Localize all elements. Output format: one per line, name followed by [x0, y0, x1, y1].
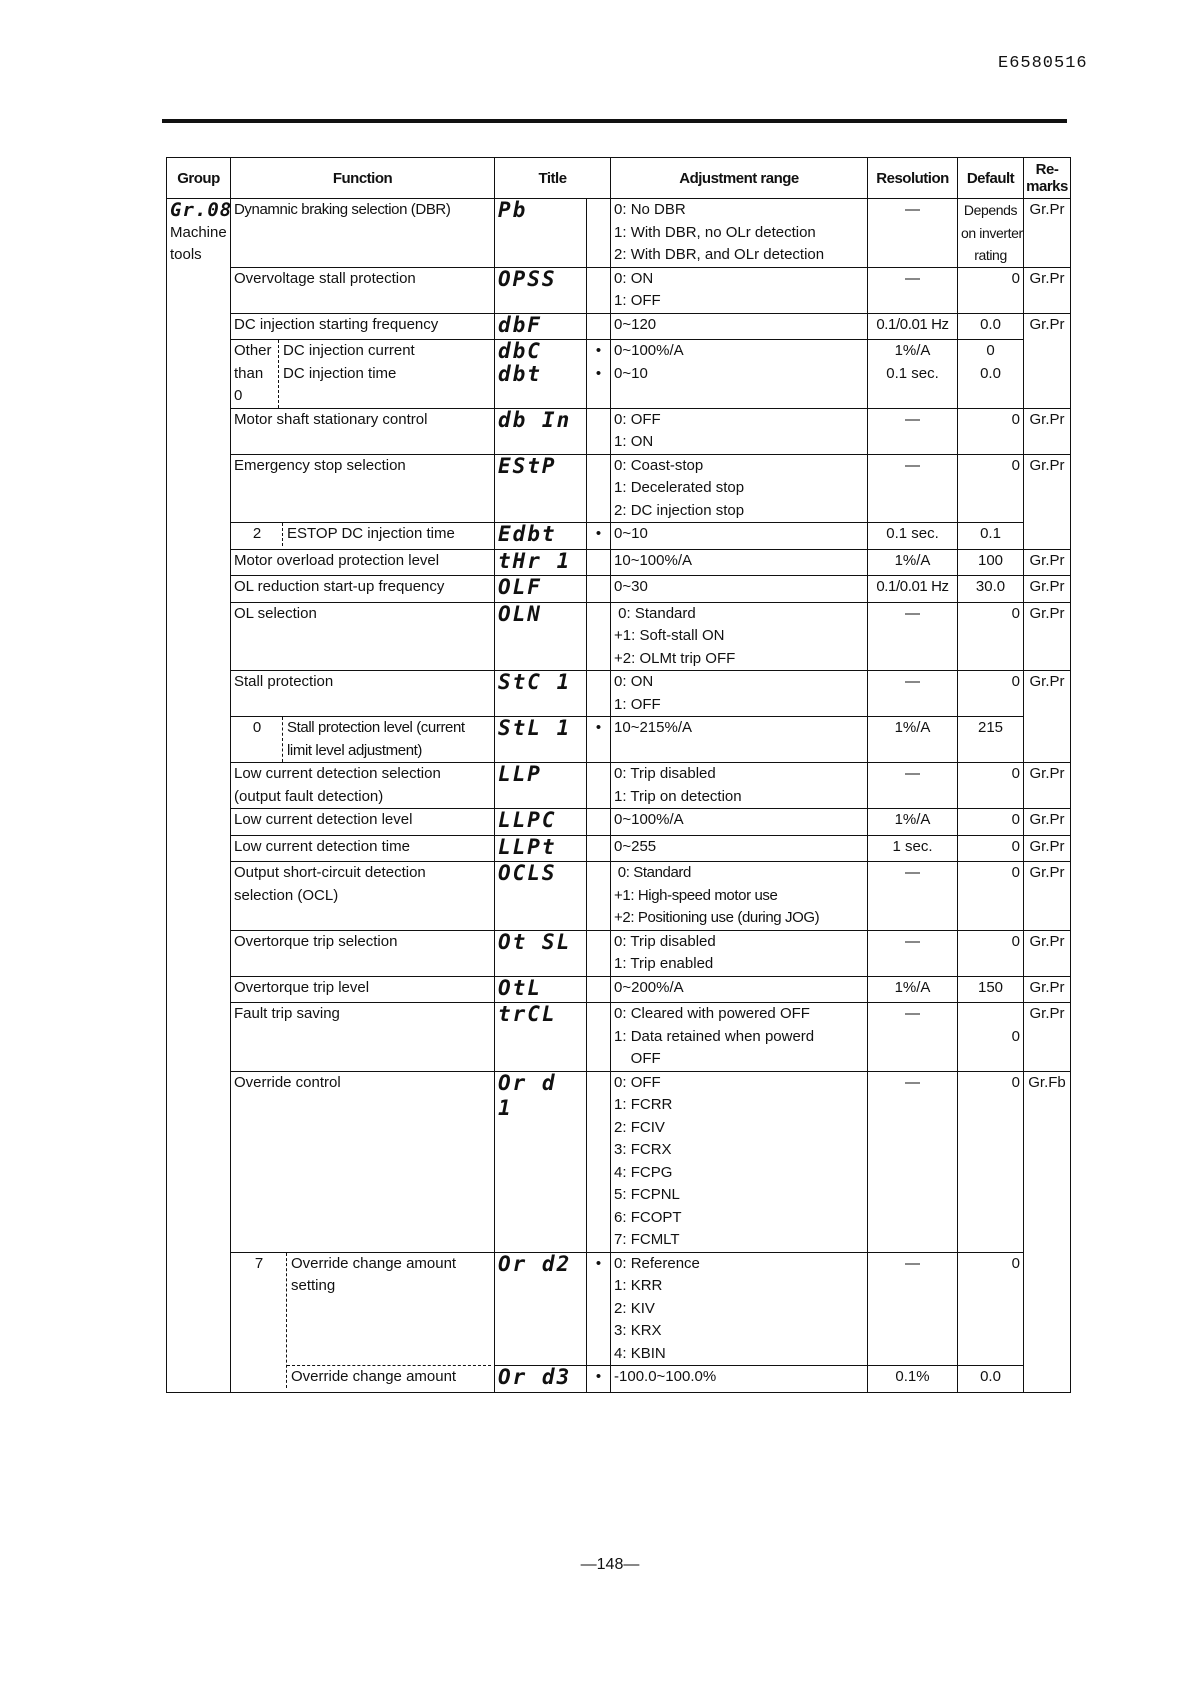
mark-cell: [587, 976, 611, 1003]
table-row: [167, 809, 1071, 836]
table-row: [167, 267, 1071, 313]
mark-cell: [587, 809, 611, 836]
default-cell: 0: [958, 763, 1024, 809]
remarks-cell: Gr.Pr: [1024, 1003, 1071, 1072]
table-row: [167, 523, 1071, 550]
sub-function-label: Override change amount setting: [291, 1254, 457, 1294]
title-cell: LLPC: [495, 809, 587, 836]
default-cell: 215: [958, 717, 1024, 763]
resolution-cell: 0.1/0.01 Hz: [868, 313, 958, 340]
default-cell: 0: [958, 408, 1024, 454]
range-cell: 0~100%/A 0~10: [611, 340, 868, 409]
title-cell: OCLS: [495, 862, 587, 931]
function-cell: Output short-circuit detection selection (OCL): [231, 862, 495, 931]
default-cell: 0.0: [958, 1366, 1024, 1393]
function-cell: Motor overload protection level: [231, 549, 495, 576]
resolution-cell: 1 sec.: [868, 835, 958, 862]
function-cell: DC injection starting frequency: [231, 313, 495, 340]
remarks-cell: Gr.Pr: [1024, 809, 1071, 836]
remarks-cell: Gr.Pr: [1024, 835, 1071, 862]
remarks-cell: Gr.Pr: [1024, 976, 1071, 1003]
default-cell: 0: [958, 862, 1024, 931]
resolution-cell: 1%/A: [868, 809, 958, 836]
header-group: Group: [167, 158, 231, 199]
remarks-cell: Gr.Pr: [1024, 313, 1071, 408]
page-number: —148—: [580, 1556, 640, 1573]
function-cell: [231, 340, 495, 409]
remarks-cell: Gr.Pr: [1024, 862, 1071, 931]
function-cell: [231, 1252, 495, 1392]
resolution-cell: —: [868, 199, 958, 268]
parameter-table: [166, 157, 1071, 1393]
title-cell: OPSS: [495, 267, 587, 313]
default-cell: 0: [958, 1003, 1024, 1072]
default-cell: 0: [958, 809, 1024, 836]
function-cell: Overtorque trip selection: [231, 930, 495, 976]
sub-function-label: Override change amount: [287, 1365, 491, 1389]
range-cell: 0~100%/A: [611, 809, 868, 836]
title-cell: trCL: [495, 1003, 587, 1072]
remarks-cell: Gr.Pr: [1024, 576, 1071, 603]
function-cell: Overvoltage stall protection: [231, 267, 495, 313]
title-cell: OtL: [495, 976, 587, 1003]
remarks-cell: Gr.Pr: [1024, 602, 1071, 671]
function-cell: [231, 523, 495, 550]
table-row: [167, 313, 1071, 340]
title-cell: EStP: [495, 454, 587, 523]
resolution-cell: —: [868, 763, 958, 809]
range-cell: 0: No DBR 1: With DBR, no OLr detection 2: With DBR, and OLr detection: [611, 199, 868, 268]
default-cell: Depends on inverter rating: [958, 199, 1024, 268]
table-header-row: [167, 158, 1071, 199]
range-cell: 0~30: [611, 576, 868, 603]
table-row: [167, 549, 1071, 576]
resolution-cell: 1%/A: [868, 976, 958, 1003]
default-cell: 0: [958, 1071, 1024, 1252]
resolution-cell: —: [868, 1003, 958, 1072]
header-default: Default: [958, 158, 1024, 199]
resolution-cell: 0.1/0.01 Hz: [868, 576, 958, 603]
table-row: [167, 976, 1071, 1003]
range-cell: 10~100%/A: [611, 549, 868, 576]
title-cell: tHr 1: [495, 549, 587, 576]
default-cell: 0: [958, 602, 1024, 671]
default-cell: 0: [958, 930, 1024, 976]
resolution-cell: 1%/A: [868, 717, 958, 763]
mark-cell: [587, 602, 611, 671]
function-cell: [231, 717, 495, 763]
mark-cell: [587, 763, 611, 809]
default-cell: 0 0.0: [958, 340, 1024, 409]
function-cell: Low current detection time: [231, 835, 495, 862]
range-cell: 0: Cleared with powered OFF 1: Data retained when powerd OFF: [611, 1003, 868, 1072]
title-cell: StC 1: [495, 671, 587, 717]
range-cell: 0: Trip disabled 1: Trip on detection: [611, 763, 868, 809]
table-row: [167, 1003, 1071, 1072]
mark-cell: [587, 576, 611, 603]
title-cell: Or d3: [495, 1366, 587, 1393]
table-row: [167, 408, 1071, 454]
function-cell: Dynamnic braking selection (DBR): [231, 199, 495, 268]
title-cell: LLPt: [495, 835, 587, 862]
mark-cell: • •: [587, 340, 611, 409]
resolution-cell: 1%/A 0.1 sec.: [868, 340, 958, 409]
title-cell: Pb: [495, 199, 587, 268]
remarks-cell: Gr.Pr: [1024, 671, 1071, 763]
resolution-cell: —: [868, 602, 958, 671]
function-cell: Low current detection level: [231, 809, 495, 836]
remarks-cell: Gr.Pr: [1024, 267, 1071, 313]
mark-cell: [587, 1071, 611, 1252]
default-cell: 150: [958, 976, 1024, 1003]
title-cell: LLP: [495, 763, 587, 809]
mark-cell: [587, 835, 611, 862]
title-cell: StL 1: [495, 717, 587, 763]
remarks-cell: Gr.Pr: [1024, 763, 1071, 809]
table-row: [167, 835, 1071, 862]
function-cell: Emergency stop selection: [231, 454, 495, 523]
resolution-cell: —: [868, 408, 958, 454]
sub-function-label: Stall protection level (current limit level adjustment): [287, 719, 465, 759]
title-cell: Or d 1: [495, 1071, 587, 1252]
mark-cell: [587, 671, 611, 717]
remarks-cell: Gr.Pr: [1024, 408, 1071, 454]
resolution-cell: —: [868, 671, 958, 717]
table-row: [167, 930, 1071, 976]
table-row: [167, 340, 1071, 409]
mark-cell: •: [587, 1366, 611, 1393]
default-cell: 100: [958, 549, 1024, 576]
document-id: E6580516: [998, 54, 1088, 73]
remarks-cell: Gr.Pr: [1024, 199, 1071, 268]
range-cell: 0: Standard +1: High-speed motor use +2: Positioning use (during JOG): [611, 862, 868, 931]
default-cell: 30.0: [958, 576, 1024, 603]
header-function: Function: [231, 158, 495, 199]
table-row: [167, 671, 1071, 717]
table-row: [167, 1071, 1071, 1252]
default-cell: 0: [958, 267, 1024, 313]
header-resolution: Resolution: [868, 158, 958, 199]
header-remarks: Re- marks: [1024, 158, 1071, 199]
range-cell: 0: OFF 1: ON: [611, 408, 868, 454]
remarks-cell: Gr.Pr: [1024, 454, 1071, 549]
group-cell: [167, 199, 231, 1393]
resolution-cell: —: [868, 1252, 958, 1366]
range-cell: 0: ON 1: OFF: [611, 267, 868, 313]
table-row: [167, 454, 1071, 523]
default-cell: 0.0: [958, 313, 1024, 340]
function-cell: Override control: [231, 1071, 495, 1252]
table-row: [167, 199, 1071, 268]
title-cell: dbC dbt: [495, 340, 587, 409]
mark-cell: •: [587, 717, 611, 763]
function-cell: Fault trip saving: [231, 1003, 495, 1072]
function-cell: Motor shaft stationary control: [231, 408, 495, 454]
resolution-cell: —: [868, 1071, 958, 1252]
mark-cell: [587, 1003, 611, 1072]
title-cell: db In: [495, 408, 587, 454]
group-code: Gr.08: [170, 199, 233, 221]
function-cell: Overtorque trip level: [231, 976, 495, 1003]
range-cell: 0: OFF 1: FCRR 2: FCIV 3: FCRX 4: FCPG 5: FCPNL 6: FCOPT 7: FCMLT: [611, 1071, 868, 1252]
mark-cell: [587, 199, 611, 268]
range-cell: 0: Reference 1: KRR 2: KIV 3: KRX 4: KBIN: [611, 1252, 868, 1366]
mark-cell: [587, 549, 611, 576]
sub-function-label: DC injection current: [283, 342, 415, 359]
mark-cell: [587, 862, 611, 931]
resolution-cell: 0.1%: [868, 1366, 958, 1393]
title-cell: Ot SL: [495, 930, 587, 976]
header-rule: [162, 119, 1067, 123]
sub-condition-label: 7: [234, 1253, 287, 1389]
range-cell: 0~10: [611, 523, 868, 550]
resolution-cell: —: [868, 267, 958, 313]
range-cell: 0: Standard +1: Soft-stall ON +2: OLMt trip OFF: [611, 602, 868, 671]
mark-cell: [587, 930, 611, 976]
resolution-cell: 0.1 sec.: [868, 523, 958, 550]
default-cell: 0: [958, 835, 1024, 862]
sub-function-label: DC injection time: [283, 364, 397, 382]
function-cell: OL reduction start-up frequency: [231, 576, 495, 603]
sub-condition-label: 0: [234, 717, 283, 762]
resolution-cell: —: [868, 454, 958, 523]
header-range: Adjustment range: [611, 158, 868, 199]
resolution-cell: —: [868, 930, 958, 976]
range-cell: 0~255: [611, 835, 868, 862]
default-cell: 0.1: [958, 523, 1024, 550]
group-name: Machine: [170, 223, 227, 241]
table-row: [167, 717, 1071, 763]
range-cell: 0: Coast-stop 1: Decelerated stop 2: DC injection stop: [611, 454, 868, 523]
mark-cell: [587, 454, 611, 523]
range-cell: 0~200%/A: [611, 976, 868, 1003]
range-cell: 0: ON 1: OFF: [611, 671, 868, 717]
group-name: tools: [170, 246, 202, 263]
remarks-cell: Gr.Fb: [1024, 1071, 1071, 1392]
table-row: [167, 862, 1071, 931]
range-cell: 10~215%/A: [611, 717, 868, 763]
range-cell: 0: Trip disabled 1: Trip enabled: [611, 930, 868, 976]
table-row: [167, 763, 1071, 809]
range-cell: -100.0~100.0%: [611, 1366, 868, 1393]
header-title: Title: [495, 158, 611, 199]
table-row: [167, 576, 1071, 603]
mark-cell: [587, 313, 611, 340]
range-cell: 0~120: [611, 313, 868, 340]
mark-cell: •: [587, 523, 611, 550]
function-cell: Stall protection: [231, 671, 495, 717]
mark-cell: [587, 267, 611, 313]
remarks-cell: Gr.Pr: [1024, 549, 1071, 576]
sub-condition-label: 2: [234, 523, 283, 546]
default-cell: 0: [958, 454, 1024, 523]
remarks-cell: Gr.Pr: [1024, 930, 1071, 976]
title-cell: dbF: [495, 313, 587, 340]
title-cell: OLF: [495, 576, 587, 603]
sub-function-label: ESTOP DC injection time: [287, 525, 455, 542]
mark-cell: [587, 408, 611, 454]
default-cell: 0: [958, 1252, 1024, 1366]
table-row: [167, 1252, 1071, 1366]
function-cell: Low current detection selection (output fault detection): [231, 763, 495, 809]
title-cell: Or d2: [495, 1252, 587, 1366]
resolution-cell: —: [868, 862, 958, 931]
function-cell: OL selection: [231, 602, 495, 671]
title-cell: Edbt: [495, 523, 587, 550]
table-row: [167, 602, 1071, 671]
mark-cell: •: [587, 1252, 611, 1366]
resolution-cell: 1%/A: [868, 549, 958, 576]
sub-condition-label: Other than 0: [234, 340, 279, 408]
title-cell: OLN: [495, 602, 587, 671]
default-cell: 0: [958, 671, 1024, 717]
